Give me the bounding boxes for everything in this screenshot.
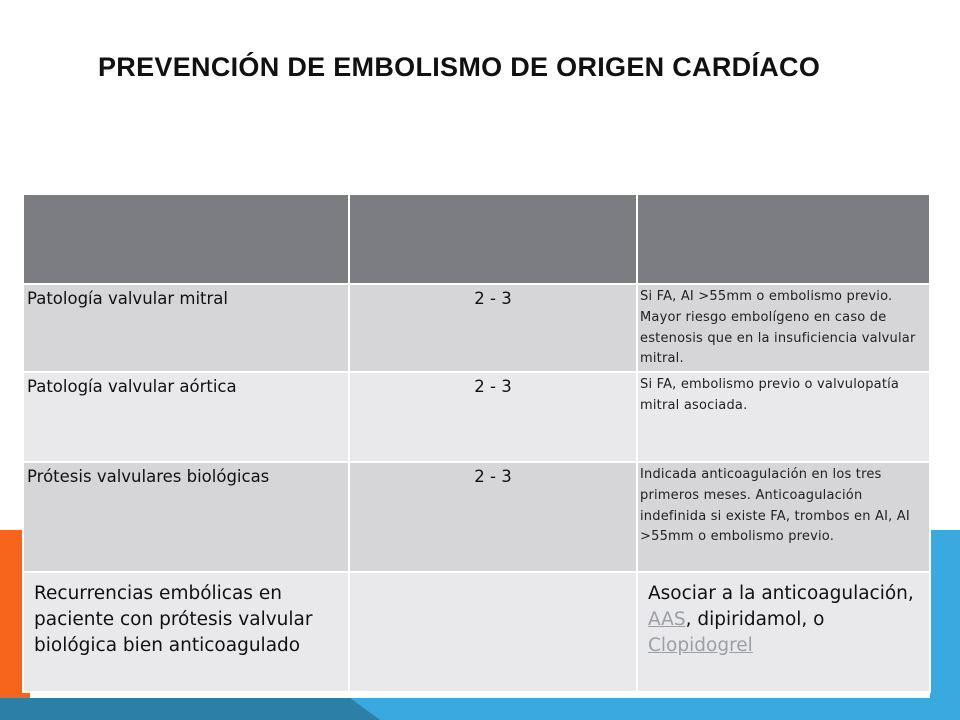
note-cell: Indicada anticoagulación en los tres primeros meses. Anticoagulación indefinida si existe FA, trombos en AI, AI >55mm o embolismo previo. [640,467,910,545]
decorative-bottom-band-dark [0,698,380,720]
table-header-row [23,194,930,284]
table-row [23,572,930,692]
inr-cell: 2 - 3 [474,377,512,396]
condition-cell: Prótesis valvulares biológicas [27,467,270,486]
condition-cell: Patología valvular aórtica [27,377,237,396]
table-row [23,462,930,572]
note-text: , dipiridamol, o [685,608,825,630]
aas-link[interactable]: AAS [648,608,686,630]
table-row [23,372,930,462]
note-text: Asociar a la anticoagulación, [648,583,914,604]
header-cell [637,194,930,284]
slide-title: PREVENCIÓN DE EMBOLISMO DE ORIGEN CARDÍACO [98,52,821,82]
decorative-blue-bar [930,530,960,720]
condition-cell: Patología valvular mitral [27,289,228,308]
inr-cell: 2 - 3 [474,467,512,486]
table-row [23,284,930,372]
note-cell: Si FA, embolismo previo o valvulopatía mitral asociada. [640,377,900,413]
anticoagulation-table [22,193,929,698]
header-cell [349,194,637,284]
inr-cell [350,573,636,577]
inr-cell: 2 - 3 [474,289,512,308]
note-cell [638,573,929,659]
note-cell: Si FA, AI >55mm o embolismo previo. Mayor riesgo embolígeno en caso de estenosis que en la insuficiencia valvular mitral. [640,289,916,367]
clopidogrel-link[interactable]: Clopidogrel [648,634,753,656]
condition-cell: Recurrencias embólicas en paciente con prótesis valvular biológica bien anticoagulado [34,583,313,656]
header-cell [23,194,349,284]
